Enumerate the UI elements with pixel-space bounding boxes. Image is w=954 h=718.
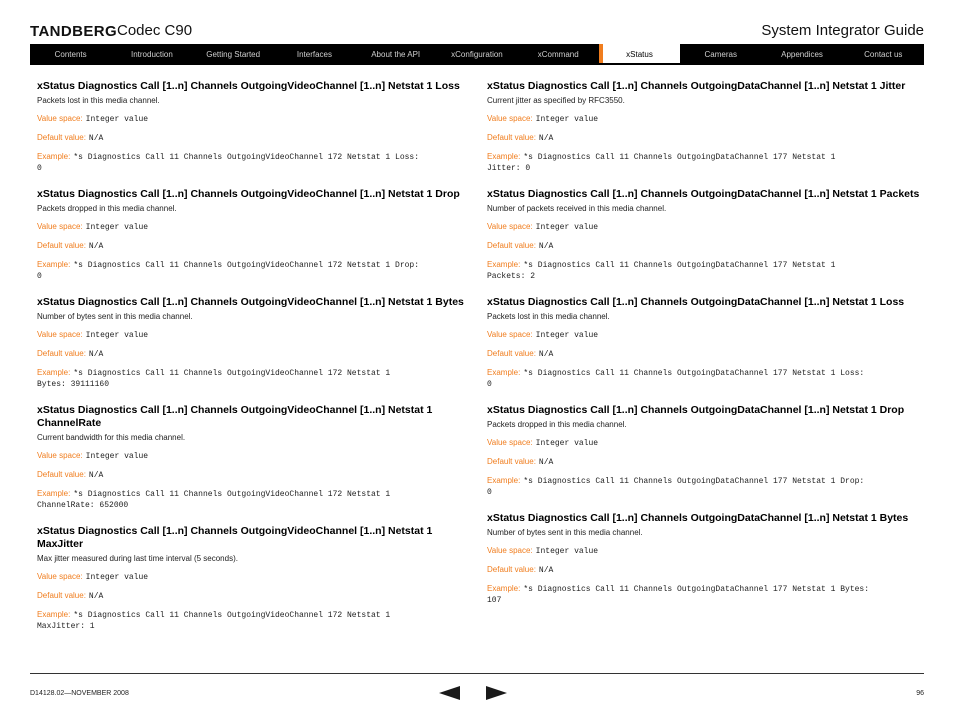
entry-title: xStatus Diagnostics Call [1..n] Channels OutgoingVideoChannel [1..n] Netstat 1 Bytes xyxy=(37,296,464,308)
default-value-row xyxy=(487,132,924,144)
nav-tab-interfaces[interactable]: Interfaces xyxy=(296,50,332,59)
example-label: Example: xyxy=(37,610,71,619)
value-space-value: Integer value xyxy=(85,115,149,124)
value-space-label: Value space: xyxy=(487,546,533,555)
guide-title: System Integrator Guide xyxy=(761,22,924,39)
value-space-row xyxy=(487,113,924,125)
value-space-row xyxy=(487,437,924,449)
default-value-value: N/A xyxy=(88,592,104,601)
nav-tab-getting-started[interactable]: Getting Started xyxy=(206,50,261,59)
example-code: *s Diagnostics Call 11 Channels OutgoingVideoChannel 172 Netstat 1 xyxy=(73,369,391,378)
product-name: Codec C90 xyxy=(117,22,193,39)
example-code: *s Diagnostics Call 11 Channels OutgoingDataChannel 177 Netstat 1 xyxy=(523,261,836,270)
value-space-label: Value space: xyxy=(37,114,83,123)
value-space-row xyxy=(37,571,467,583)
default-value-label: Default value: xyxy=(37,133,86,142)
nav-tab-xcommand[interactable]: xCommand xyxy=(537,50,579,59)
value-space-label: Value space: xyxy=(37,451,83,460)
value-space-value: Integer value xyxy=(85,452,149,461)
example-row xyxy=(487,583,924,606)
status-entry xyxy=(487,404,924,498)
example-row xyxy=(37,367,467,390)
example-label: Example: xyxy=(487,260,521,269)
default-value-label: Default value: xyxy=(37,470,86,479)
example-label: Example: xyxy=(37,260,71,269)
example-code-continued: 0 xyxy=(487,380,492,389)
tandberg-logo: TANDBERG xyxy=(30,23,118,40)
status-entry xyxy=(487,80,924,174)
left-column xyxy=(37,80,467,646)
right-column xyxy=(487,80,924,620)
value-space-value: Integer value xyxy=(85,573,149,582)
example-row xyxy=(37,151,467,174)
status-entry xyxy=(487,512,924,606)
default-value-row xyxy=(487,240,924,252)
default-value-label: Default value: xyxy=(37,349,86,358)
value-space-row xyxy=(487,221,924,233)
entry-description: Packets lost in this media channel. xyxy=(487,312,610,321)
example-code: *s Diagnostics Call 11 Channels OutgoingVideoChannel 172 Netstat 1 Loss: xyxy=(73,153,420,162)
entry-title: xStatus Diagnostics Call [1..n] Channels OutgoingVideoChannel [1..n] Netstat 1 MaxJitter xyxy=(37,525,433,550)
default-value-value: N/A xyxy=(88,350,104,359)
page-header xyxy=(30,18,924,44)
value-space-value: Integer value xyxy=(535,439,599,448)
value-space-label: Value space: xyxy=(37,330,83,339)
entry-title: xStatus Diagnostics Call [1..n] Channels OutgoingDataChannel [1..n] Netstat 1 Jitter xyxy=(487,80,906,92)
value-space-row xyxy=(487,545,924,557)
status-entry xyxy=(37,296,467,390)
example-label: Example: xyxy=(487,368,521,377)
entry-title: xStatus Diagnostics Call [1..n] Channels OutgoingVideoChannel [1..n] Netstat 1 ChannelRate xyxy=(37,404,433,429)
value-space-value: Integer value xyxy=(85,223,149,232)
example-code: *s Diagnostics Call 11 Channels OutgoingVideoChannel 172 Netstat 1 xyxy=(73,611,391,620)
example-row xyxy=(487,367,924,390)
status-entry xyxy=(37,404,467,511)
default-value-label: Default value: xyxy=(487,457,536,466)
value-space-value: Integer value xyxy=(535,547,599,556)
nav-tab-about-the-api[interactable]: About the API xyxy=(371,50,421,59)
default-value-row xyxy=(37,132,467,144)
example-row xyxy=(37,259,467,282)
default-value-label: Default value: xyxy=(487,565,536,574)
value-space-label: Value space: xyxy=(487,330,533,339)
status-entry xyxy=(487,296,924,390)
value-space-label: Value space: xyxy=(487,222,533,231)
value-space-label: Value space: xyxy=(37,572,83,581)
example-code: *s Diagnostics Call 11 Channels OutgoingDataChannel 177 Netstat 1 Bytes: xyxy=(523,585,870,594)
entry-title: xStatus Diagnostics Call [1..n] Channels OutgoingVideoChannel [1..n] Netstat 1 Loss xyxy=(37,80,460,92)
default-value-row xyxy=(37,469,467,481)
example-row xyxy=(487,475,924,498)
example-label: Example: xyxy=(487,152,521,161)
default-value-value: N/A xyxy=(538,134,554,143)
example-code: *s Diagnostics Call 11 Channels OutgoingDataChannel 177 Netstat 1 xyxy=(523,153,836,162)
document-id: D14128.02—NOVEMBER 2008 xyxy=(30,690,129,697)
entry-description: Max jitter measured during last time interval (5 seconds). xyxy=(37,554,238,563)
example-code: *s Diagnostics Call 11 Channels OutgoingVideoChannel 172 Netstat 1 xyxy=(73,490,391,499)
nav-tab-contact-us[interactable]: Contact us xyxy=(864,50,903,59)
footer-divider xyxy=(30,673,924,674)
example-label: Example: xyxy=(487,476,521,485)
default-value-row xyxy=(37,348,467,360)
entry-title: xStatus Diagnostics Call [1..n] Channels OutgoingDataChannel [1..n] Netstat 1 Loss xyxy=(487,296,905,308)
example-code-continued: 107 xyxy=(487,596,502,605)
default-value-label: Default value: xyxy=(37,591,86,600)
nav-tab-xconfiguration[interactable]: xConfiguration xyxy=(451,50,503,59)
default-value-row xyxy=(37,240,467,252)
example-label: Example: xyxy=(487,584,521,593)
value-space-value: Integer value xyxy=(535,331,599,340)
example-label: Example: xyxy=(37,152,71,161)
example-code: *s Diagnostics Call 11 Channels OutgoingDataChannel 177 Netstat 1 Drop: xyxy=(523,477,865,486)
entry-description: Number of packets received in this media channel. xyxy=(487,204,667,213)
arrow-right-icon[interactable] xyxy=(486,686,508,700)
example-code-continued: Jitter: 0 xyxy=(487,164,531,173)
example-code-continued: 0 xyxy=(37,164,42,173)
entry-description: Current jitter as specified by RFC3550. xyxy=(487,96,625,105)
entry-description: Current bandwidth for this media channel. xyxy=(37,433,186,442)
value-space-label: Value space: xyxy=(487,114,533,123)
default-value-row xyxy=(487,456,924,468)
example-code: *s Diagnostics Call 11 Channels OutgoingVideoChannel 172 Netstat 1 Drop: xyxy=(73,261,420,270)
entry-description: Number of bytes sent in this media channel. xyxy=(487,528,643,537)
entry-title: xStatus Diagnostics Call [1..n] Channels OutgoingVideoChannel [1..n] Netstat 1 Drop xyxy=(37,188,460,200)
status-entry xyxy=(37,525,467,632)
example-label: Example: xyxy=(37,489,71,498)
example-row xyxy=(37,609,467,632)
value-space-label: Value space: xyxy=(37,222,83,231)
status-entry xyxy=(37,188,467,282)
example-row xyxy=(37,488,467,511)
default-value-label: Default value: xyxy=(37,241,86,250)
value-space-label: Value space: xyxy=(487,438,533,447)
default-value-value: N/A xyxy=(538,242,554,251)
default-value-row xyxy=(487,564,924,576)
default-value-row xyxy=(487,348,924,360)
status-entry xyxy=(487,188,924,282)
default-value-value: N/A xyxy=(88,134,104,143)
value-space-row xyxy=(37,329,467,341)
entry-description: Packets lost in this media channel. xyxy=(37,96,160,105)
value-space-value: Integer value xyxy=(85,331,149,340)
value-space-row xyxy=(37,113,467,125)
default-value-value: N/A xyxy=(538,350,554,359)
example-label: Example: xyxy=(37,368,71,377)
example-code-continued: MaxJitter: 1 xyxy=(37,622,95,631)
entry-title: xStatus Diagnostics Call [1..n] Channels OutgoingDataChannel [1..n] Netstat 1 Drop xyxy=(487,404,905,416)
example-code-continued: Packets: 2 xyxy=(487,272,536,281)
arrow-left-icon[interactable] xyxy=(439,686,461,700)
default-value-label: Default value: xyxy=(487,349,536,358)
example-code-continued: 0 xyxy=(37,272,42,281)
status-entry xyxy=(37,80,467,174)
default-value-value: N/A xyxy=(538,458,554,467)
default-value-value: N/A xyxy=(88,471,104,480)
example-row xyxy=(487,151,924,174)
top-navigation xyxy=(30,44,924,65)
default-value-value: N/A xyxy=(538,566,554,575)
entry-title: xStatus Diagnostics Call [1..n] Channels OutgoingDataChannel [1..n] Netstat 1 Packets xyxy=(487,188,920,200)
default-value-label: Default value: xyxy=(487,133,536,142)
value-space-row xyxy=(37,450,467,462)
entry-description: Number of bytes sent in this media channel. xyxy=(37,312,193,321)
example-code-continued: ChannelRate: 652000 xyxy=(37,501,129,510)
default-value-row xyxy=(37,590,467,602)
value-space-value: Integer value xyxy=(535,223,599,232)
value-space-value: Integer value xyxy=(535,115,599,124)
entry-description: Packets dropped in this media channel. xyxy=(487,420,627,429)
example-code-continued: 0 xyxy=(487,488,492,497)
value-space-row xyxy=(37,221,467,233)
entry-title: xStatus Diagnostics Call [1..n] Channels OutgoingDataChannel [1..n] Netstat 1 Bytes xyxy=(487,512,909,524)
nav-tab-appendices[interactable]: Appendices xyxy=(781,50,823,59)
nav-tab-introduction[interactable]: Introduction xyxy=(130,50,173,59)
nav-tab-cameras[interactable]: Cameras xyxy=(704,50,737,59)
default-value-label: Default value: xyxy=(487,241,536,250)
example-code-continued: Bytes: 39111160 xyxy=(37,380,110,389)
page-number: 96 xyxy=(916,690,924,697)
value-space-row xyxy=(487,329,924,341)
nav-tab-xstatus[interactable]: xStatus xyxy=(599,44,680,65)
nav-tab-contents[interactable]: Contents xyxy=(54,50,87,59)
default-value-value: N/A xyxy=(88,242,104,251)
example-code: *s Diagnostics Call 11 Channels OutgoingDataChannel 177 Netstat 1 Loss: xyxy=(523,369,865,378)
entry-description: Packets dropped in this media channel. xyxy=(37,204,177,213)
example-row xyxy=(487,259,924,282)
